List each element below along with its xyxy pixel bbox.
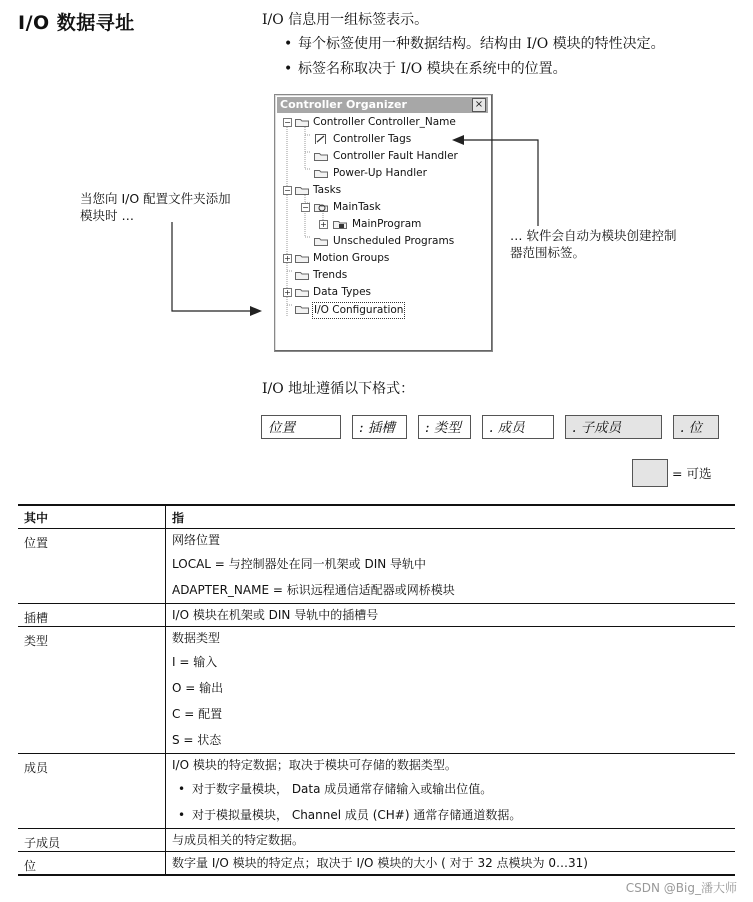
tree-label: I/O Configuration	[312, 302, 405, 319]
tree-label: Tasks	[313, 184, 342, 196]
tree-label: Data Types	[313, 286, 371, 298]
meaning-cell	[166, 754, 736, 829]
format-box-bit: . 位	[673, 415, 719, 439]
meaning-line: S = 状态	[172, 733, 222, 747]
format-box-member: . 成员	[482, 415, 554, 439]
meaning-line: I = 输入	[172, 655, 218, 669]
table-row	[18, 829, 735, 852]
optional-legend-swatch	[632, 459, 668, 487]
term-cell: 插槽	[18, 604, 166, 627]
bullet-1-text: 每个标签使用一种数据结构。结构由 I/O 模块的特性决定。	[298, 36, 665, 52]
meaning-bullet: • 对于数字量模块， Data 成员通常存储输入或输出位值。	[178, 782, 493, 796]
tree-label: Unscheduled Programs	[333, 235, 455, 247]
meaning-line: 数字量 I/O 模块的特定点；取决于 I/O 模块的大小 ( 对于 32 点模块为 0…31)	[172, 856, 588, 870]
expand-icon[interactable]: +	[284, 288, 291, 297]
meaning-line: C = 配置	[172, 707, 223, 721]
meaning-line: ADAPTER_NAME = 标识远程通信适配器或网桥模块	[172, 583, 455, 597]
meaning-bullet: • 对于模拟量模块， Channel 成员 (CH#) 通常存储通道数据。	[178, 808, 522, 822]
left-arrow-line	[172, 222, 252, 311]
meaning-line: I/O 模块的特定数据；取决于模块可存储的数据类型。	[172, 758, 457, 772]
left-callout	[80, 190, 231, 224]
expand-icon[interactable]: +	[284, 254, 291, 263]
tree-label: Controller Fault Handler	[333, 150, 458, 162]
left-arrow-head	[250, 306, 262, 316]
format-label: I/O 地址遵循以下格式：	[262, 381, 415, 397]
meaning-line: O = 输出	[172, 681, 224, 695]
meaning-cell	[166, 604, 736, 627]
tree-label: Motion Groups	[313, 252, 390, 264]
term-cell: 成员	[18, 754, 166, 829]
tree-label: Power-Up Handler	[333, 167, 427, 179]
meaning-line: 与成员相关的特定数据。	[172, 833, 305, 847]
left-callout-line2: 模块时 …	[80, 208, 134, 223]
meaning-line: 数据类型	[172, 631, 221, 645]
format-box-slot: : 插槽	[352, 415, 407, 439]
table-row	[18, 529, 735, 604]
meaning-line: I/O 模块在机架或 DIN 导轨中的插槽号	[172, 608, 379, 622]
definition-table	[18, 504, 735, 876]
watermark: CSDN @Big_潘大师	[625, 881, 737, 895]
right-callout-line2: 器范围标签。	[510, 245, 586, 260]
table-row	[18, 627, 735, 754]
close-icon[interactable]: ×	[472, 98, 486, 112]
tree-label: Controller Tags	[333, 133, 412, 145]
right-arrow-line	[462, 140, 538, 226]
table-header-row	[18, 505, 735, 529]
meaning-cell	[166, 529, 736, 604]
window-title: Controller Organizer	[280, 98, 407, 111]
format-box-submember: . 子成员	[565, 415, 662, 439]
right-callout	[510, 227, 676, 261]
meaning-bullet-text: 对于模拟量模块， Channel 成员 (CH#) 通常存储通道数据。	[192, 808, 522, 822]
expand-icon[interactable]: +	[320, 220, 327, 229]
optional-legend-text: = 可选	[672, 466, 712, 481]
right-arrow-head	[452, 135, 464, 145]
term-cell: 位置	[18, 529, 166, 604]
right-callout-line1: … 软件会自动为模块创建控制	[510, 228, 677, 243]
tree-label: Trends	[313, 269, 348, 281]
term-cell: 类型	[18, 627, 166, 754]
collapse-icon[interactable]: −	[284, 118, 291, 127]
table-row	[18, 754, 735, 829]
left-callout-line1: 当您向 I/O 配置文件夹添加	[80, 191, 231, 206]
bullet-2: • 标签名称取决于 I/O 模块在系统中的位置。	[284, 61, 567, 77]
tree-label: MainTask	[333, 201, 381, 213]
meaning-bullet-text: 对于数字量模块， Data 成员通常存储输入或输出位值。	[192, 782, 493, 796]
intro-text: I/O 信息用一组标签表示。	[262, 12, 429, 28]
meaning-cell	[166, 852, 736, 876]
page-title: I/O 数据寻址	[18, 12, 135, 34]
tree-label: Controller Controller_Name	[313, 116, 456, 128]
bullet-2-text: 标签名称取决于 I/O 模块在系统中的位置。	[298, 61, 567, 77]
term-cell: 位	[18, 852, 166, 876]
bullet-1: • 每个标签使用一种数据结构。结构由 I/O 模块的特性决定。	[284, 36, 665, 52]
format-box-type: : 类型	[418, 415, 471, 439]
collapse-icon[interactable]: −	[284, 186, 291, 195]
meaning-cell	[166, 829, 736, 852]
header-term: 其中	[18, 505, 166, 529]
term-cell: 子成员	[18, 829, 166, 852]
collapse-icon[interactable]: −	[302, 203, 309, 212]
tree-label: MainProgram	[352, 218, 422, 230]
table-row	[18, 604, 735, 627]
meaning-line: 网络位置	[172, 533, 221, 547]
meaning-cell	[166, 627, 736, 754]
meaning-line: LOCAL = 与控制器处在同一机架或 DIN 导轨中	[172, 557, 427, 571]
header-meaning: 指	[166, 505, 736, 529]
table-row	[18, 852, 735, 876]
format-box-location: 位置	[261, 415, 341, 439]
